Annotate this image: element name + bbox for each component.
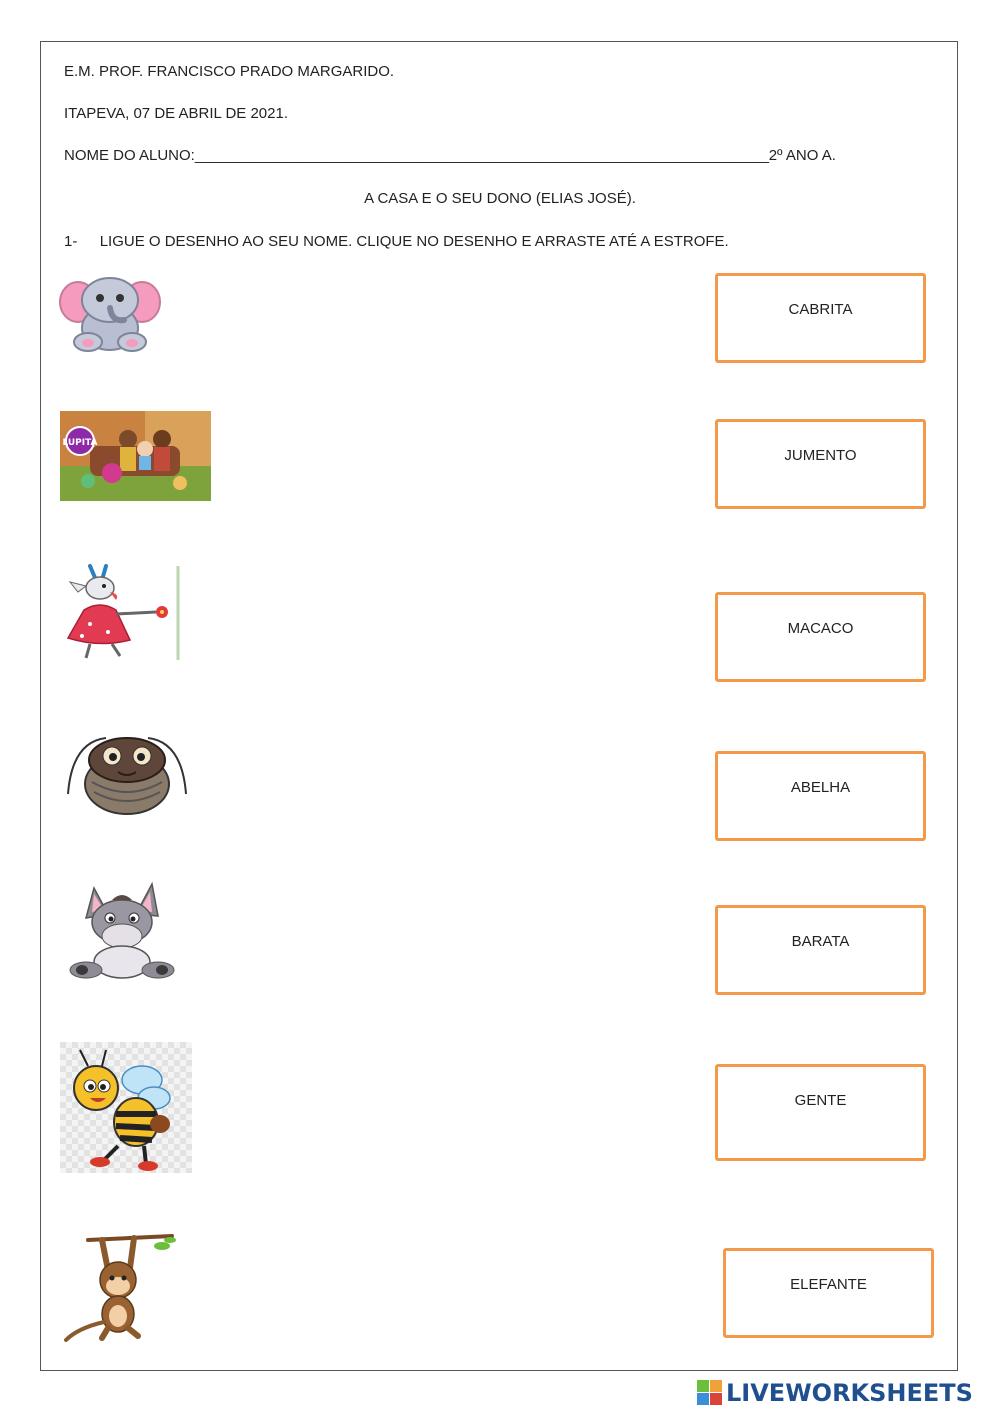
- grade-label: 2º ANO A.: [768, 147, 836, 164]
- answer-box-abelha[interactable]: ABELHA: [715, 751, 926, 841]
- instruction-text: LIGUE O DESENHO AO SEU NOME. CLIQUE NO DESENHO E ARRASTE ATÉ A ESTROFE.: [99, 233, 729, 250]
- liveworksheets-brand[interactable]: [697, 1377, 997, 1409]
- answer-box-cabrita[interactable]: CABRITA: [715, 273, 926, 363]
- school-name: E.M. PROF. FRANCISCO PRADO MARGARIDO.: [64, 63, 395, 80]
- lupita-logo-text: LUPITA: [62, 438, 98, 448]
- date-line: ITAPEVA, 07 DE ABRIL DE 2021.: [64, 105, 288, 122]
- answer-box-jumento[interactable]: JUMENTO: [715, 419, 926, 509]
- lupita-family-icon[interactable]: [60, 411, 211, 501]
- elephant-icon[interactable]: [58, 272, 162, 354]
- liveworksheets-wordmark: LIVEWORKSHEETS: [726, 1379, 973, 1407]
- instruction-number: 1-: [64, 233, 78, 250]
- bee-icon[interactable]: [60, 1042, 192, 1173]
- goat-icon[interactable]: [60, 562, 188, 662]
- monkey-icon[interactable]: [58, 1232, 176, 1344]
- instruction: [64, 233, 729, 250]
- student-name-blank: _______________________________________________________________________: [194, 147, 769, 164]
- cockroach-icon[interactable]: [62, 722, 192, 820]
- answer-box-barata[interactable]: BARATA: [715, 905, 926, 995]
- donkey-icon[interactable]: [60, 878, 184, 982]
- student-name-label: NOME DO ALUNO:: [64, 147, 195, 164]
- student-name-row: [64, 147, 836, 164]
- answer-box-macaco[interactable]: MACACO: [715, 592, 926, 682]
- answer-box-elefante[interactable]: ELEFANTE: [723, 1248, 934, 1338]
- worksheet-title: A CASA E O SEU DONO (ELIAS JOSÉ).: [364, 190, 636, 207]
- liveworksheets-logo-icon: [697, 1380, 723, 1406]
- answer-box-gente[interactable]: GENTE: [715, 1064, 926, 1161]
